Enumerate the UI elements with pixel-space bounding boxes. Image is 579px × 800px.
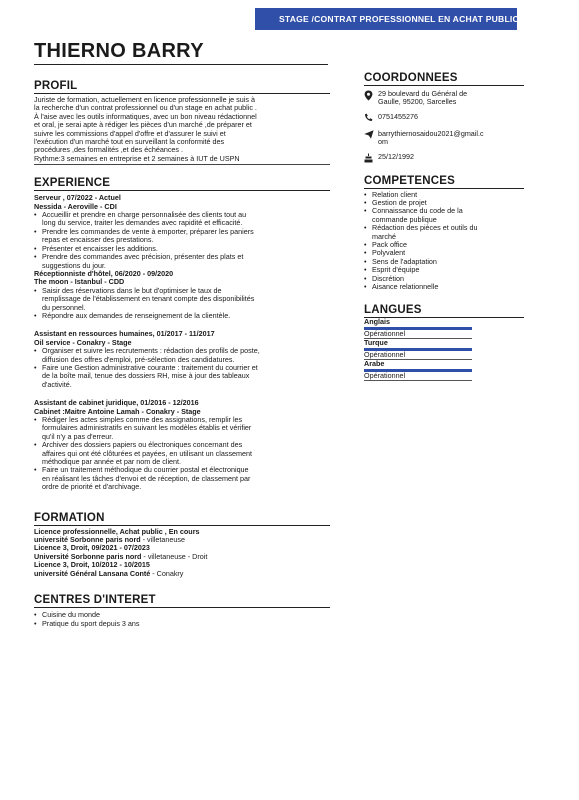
language-level: Opérationnel <box>364 351 472 360</box>
birth-row <box>364 153 524 165</box>
formation-school: Université Sorbonne paris nord <box>34 551 142 561</box>
profil-title: PROFIL <box>34 80 78 92</box>
formation-degree: Licence professionnelle, Achat public , En cours <box>34 526 200 536</box>
candidate-name: THIERNO BARRY <box>34 40 204 62</box>
job-bullet: • Rédiger les actes simples comme des assignations, remplir les formulaires administratifs en suivant les modèles établis et vérifier qu'il n'y a pas d'erreur. <box>34 416 330 441</box>
language-entry <box>364 360 524 381</box>
language-entry <box>364 339 524 360</box>
interet-item: • Cuisine du monde <box>34 611 330 619</box>
profil-line: et oral, je serai apte à rédiger les pièces d'un marché ,de préparer et <box>34 120 252 130</box>
competence-item: • Sens de l'adaptation <box>364 258 524 266</box>
job-bullet: • Présenter et encaisser les additions. <box>34 245 330 253</box>
formation-place: - villetaneuse <box>140 535 185 545</box>
profil-line: suivre les commissions d'appel d'offre et d'assurer le suivi et <box>34 128 226 138</box>
job-target-banner: STAGE /CONTRAT PROFESSIONNEL EN ACHAT PUBLIC <box>255 8 517 30</box>
profil-divider <box>34 93 330 94</box>
job-bullets <box>34 347 330 389</box>
formation-entry <box>34 544 330 561</box>
job-bullet: • Archiver des dossiers papiers ou électroniques concernant des affaires qui ont été clôturées et payées, en utilisant un classement méthodique par année et par nom de client. <box>34 441 330 466</box>
job-bullets <box>34 287 330 321</box>
language-name: Turque <box>364 337 388 347</box>
job-bullets <box>34 211 330 270</box>
competence-item: • Polyvalent <box>364 249 524 257</box>
experience-title: EXPERIENCE <box>34 177 111 190</box>
interet-item: • Pratique du sport depuis 3 ans <box>34 620 330 628</box>
job-bullet: • Prendre les commandes de vente à emporter, préparer les paniers repas et encaisser des prestations. <box>34 228 330 245</box>
job-entry <box>34 194 330 270</box>
langues-section <box>364 304 524 381</box>
langues-title: LANGUES <box>364 303 422 316</box>
coordonnees-divider <box>364 85 524 86</box>
job-bullet: • Organiser et suivre les recrutements : rédaction des profils de poste, diffusion des offres d'emploi, pré-sélection des candidatures. <box>34 347 330 364</box>
profil-text <box>34 96 330 163</box>
job-bullet: • Faire une Gestion administrative courante : traitement du courrier et de la boîte mail, tenue des dossiers RH, mise à jour des tableaux d'activité. <box>34 364 330 389</box>
email-text[interactable]: barrythiernosaidou2021@gmail.c om <box>378 128 484 147</box>
send-icon <box>364 130 378 141</box>
competence-item: • Relation client <box>364 191 524 199</box>
job-title: Assistant de cabinet juridique, 01/2016 - 12/2016 <box>34 398 199 408</box>
job-bullet: • Accueillir et prendre en charge personnalisée des clients tout au long du service, traiter les demandes avec rapidité et efficacité. <box>34 211 330 228</box>
profil-section <box>34 80 330 165</box>
cake-icon <box>364 153 378 165</box>
language-level: Opérationnel <box>364 372 472 381</box>
formation-section <box>34 512 330 578</box>
phone-row <box>364 113 524 124</box>
language-name: Arabe <box>364 358 385 368</box>
phone-text[interactable]: 0751455276 <box>378 111 418 121</box>
birth-text: 25/12/1992 <box>378 151 414 161</box>
formation-degree: Licence 3, Droit, 09/2021 - 07/2023 <box>34 543 150 553</box>
formation-degree: Licence 3, Droit, 10/2012 - 10/2015 <box>34 560 150 570</box>
competence-item: • Gestion de projet <box>364 199 524 207</box>
interets-list <box>34 611 330 628</box>
language-name: Anglais <box>364 316 390 326</box>
phone-icon <box>364 113 378 124</box>
competence-item: • Rédaction des pièces et outils du marché <box>364 224 524 241</box>
job-title: Réceptionniste d'hôtel, 06/2020 - 09/2020 <box>34 268 174 278</box>
formation-place: - villetaneuse - Droit <box>141 551 208 561</box>
competences-title: COMPETENCES <box>364 174 456 187</box>
job-bullet: • Prendre des commandes avec précision, présenter des plats et suggestions du jour. <box>34 253 330 270</box>
interets-section <box>34 594 330 628</box>
profil-bottom-divider <box>34 164 330 165</box>
experience-section <box>34 177 330 491</box>
job-org: Oil service - Conakry - Stage <box>34 337 132 347</box>
coordonnees-title: COORDONNEES <box>364 72 458 84</box>
email-row <box>364 130 524 147</box>
profil-line: Juriste de formation, actuellement en licence professionnelle je suis à <box>34 95 255 104</box>
job-bullet: • Répondre aux demandes de renseignement de la clientèle. <box>34 312 330 320</box>
competence-item: • Connaissance du code de la commande publique <box>364 207 524 224</box>
competences-list <box>364 191 524 292</box>
interets-title: CENTRES D'INTERET <box>34 594 156 607</box>
formation-school: université Sorbonne paris nord <box>34 535 141 545</box>
competence-item: • Esprit d'équipe <box>364 266 524 274</box>
job-bullet: • Faire un traitement méthodique du courrier postal et électronique en réalisant les tâches d'envoi et de réception, de classement par ordre de priorité et d'archivage. <box>34 466 330 491</box>
formation-entry <box>34 528 330 545</box>
interets-divider <box>34 607 330 608</box>
profil-line: l'exécution d'un marché tout en surveillant la conformité des <box>34 137 225 147</box>
competences-section <box>364 175 524 292</box>
job-org: The moon - Istanbul - CDD <box>34 277 125 287</box>
formation-entry <box>34 561 330 578</box>
job-org: Cabinet :Maitre Antoine Lamah - Conakry - Stage <box>34 406 201 416</box>
coordonnees-section <box>364 72 524 165</box>
competence-item: • Pack office <box>364 241 524 249</box>
right-column <box>364 72 524 381</box>
left-column <box>34 80 330 628</box>
formation-divider <box>34 525 330 526</box>
job-entry <box>34 330 330 389</box>
job-org: Nessida - Aeroville - CDI <box>34 201 117 211</box>
job-bullet: • Saisir des réservations dans le but d'optimiser le taux de remplissage de l'établissement en tenant compte des disponibilités du personnel. <box>34 287 330 312</box>
language-entry <box>364 318 524 339</box>
address-text: 29 boulevard du Général de Gaulle, 95200, Sarcelles <box>378 89 468 107</box>
experience-divider <box>34 190 330 191</box>
profil-line: procédures ,des formalités ,et des échéances . <box>34 145 184 155</box>
competences-divider <box>364 188 524 189</box>
formation-school: université Général Lansana Conté <box>34 568 151 578</box>
profil-line: Rythme:3 semaines en entreprise et 2 semaines à IUT de USPN <box>34 153 240 163</box>
competence-item: • Aisance relationnelle <box>364 283 524 291</box>
profil-line: À l'aise avec les outils informatiques, avec un bon niveau rédactionnel <box>34 111 257 121</box>
formation-place: - Conakry <box>150 568 184 578</box>
formation-title: FORMATION <box>34 511 105 524</box>
profil-line: la recherche d'un contrat professionnel ou d'un stage en achat public . <box>34 103 257 113</box>
address-row <box>364 90 524 107</box>
job-bullets <box>34 416 330 492</box>
competence-item: • Discrétion <box>364 275 524 283</box>
language-level: Opérationnel <box>364 330 472 339</box>
job-entry <box>34 399 330 491</box>
job-title: Assistant en ressources humaines, 01/2017 - 11/2017 <box>34 329 215 339</box>
location-pin-icon <box>364 90 378 103</box>
job-entry <box>34 270 330 320</box>
job-title: Serveur , 07/2022 - Actuel <box>34 193 121 203</box>
name-divider <box>34 64 328 65</box>
